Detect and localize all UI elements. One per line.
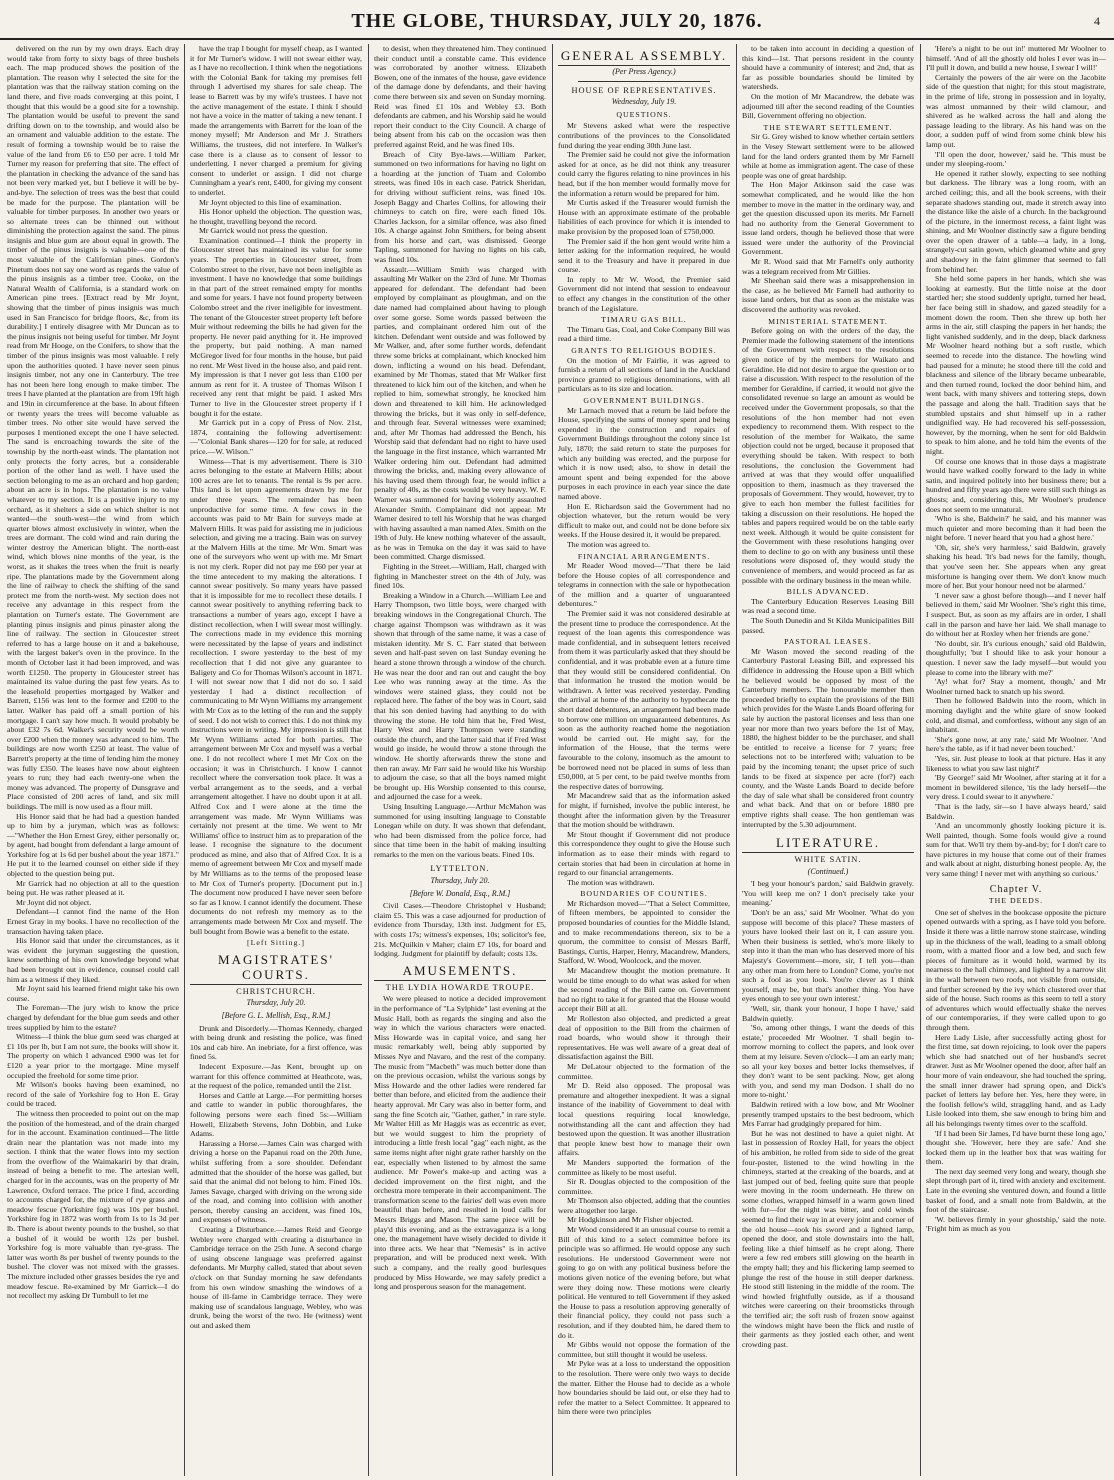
- article-paragraph: Mr Joynt said his learned friend might take his own course.: [7, 984, 179, 1003]
- court-case: Fighting in the Street.—William, Hall, charged with fighting in Manchester street on the 4th of July, was fined 10s.: [374, 562, 546, 591]
- continued-note: (Continued.): [807, 866, 849, 876]
- story-paragraph: 'Yes, sir. Just please to look at that picture. Has it any likeness to what you saw last night?': [926, 753, 1106, 773]
- column-1: [4, 44, 182, 1476]
- story-paragraph: 'That is the lady, sir—so I have always heard,' said Baldwin.: [926, 801, 1106, 821]
- assembly-paragraph: Mr Wood considered it an unusual course to remit a Bill of this kind to a select committee before its principle was so affirmed. He would oppose any such resolutions. He understood Government were not going to go on with any political business before the motions given notice of the evening before, but what were they doing now. These motions were clearly political. He ventured to tell Government if they asked the House to pass a resolution approving generally of their financial policy, they could not pass such a resolution, and if they doubted him, he dared them to do it.: [558, 1225, 730, 1340]
- assembly-paragraph: Mr D. Reid also opposed. The proposal was premature and altogether inexpedient. It was a signal instance of the inability of Government to deal with local questions requiring local knowledge, notwithstanding all the cant and affection they had bestowed upon the question. It was another illustration that people knew best how to manage their own affairs.: [558, 1081, 730, 1158]
- assembly-paragraph: The Timaru Gas, Coal, and Coke Company Bill was read a third time.: [558, 324, 730, 344]
- amusements-subheading: THE LYDIA HOWARDE TROUPE.: [385, 982, 535, 992]
- page-number: 4: [1094, 14, 1100, 28]
- divider: [578, 81, 710, 82]
- section-heading-literature: LITERATURE.: [742, 835, 914, 853]
- section-heading-magistrates: MAGISTRATES' COURTS.: [190, 952, 362, 985]
- story-paragraph: 'I never saw a ghost before though—and I never half believed in them,' said Mr Woolner. 'She's right this time, I suspect. But, as soon as my affairs are in order, I shall call in the parson and have her laid. We shall manage to do without her at Roxley when her friends are gone.': [926, 590, 1106, 639]
- story-paragraph: She held some papers in her hands, which she was looking at earnestly. But the little noise at the door startled her; she stood suddenly upright, turned her head, her face being still in shadow, and gazed steadily for a moment down the room. Then she threw up both her arms in the air, still clasping the papers in her hands; the light vanished suddenly, and in the deep, black darkness Mr Woolner heard nothing but a soft rustle, which seemed to recede into the distance. The howling wind had paused for a minute; he stood there till the cold and blackness and silence of the library became unbearable, and then turned round, locked the door behind him, and went back, with many shivers and tottering steps, down the passage and along the hall. Tradition says that he stumbled upstairs and shut himself up in a rather undignified way. He had recovered his self-possession, however, by the morning, when he sent for old Baldwin to speak to him alone, and he told him the events of the night.: [926, 274, 1106, 456]
- assembly-paragraph: Mr Thomson also objected, adding that the counties were altogether too large.: [558, 1196, 730, 1215]
- assembly-paragraph: The South Dunedin and St Kilda Municipalities Bill passed.: [742, 616, 914, 635]
- story-paragraph: Of course one knows that in those days a magistrate would have walked coolly forward to the lady in white satin, and inquired politely into her business there; but a hundred and fifty years ago there were still such things as ghosts; and, considering this, Mr Woolner's prudence does not seem to me unnatural.: [926, 456, 1106, 514]
- article-paragraph: Mr Joynt objected to this line of examination.: [199, 197, 342, 207]
- article-paragraph: The Foreman—The jury wish to know the price charged by defendant for the blue gum seeds and other trees supplied by him to the estate?: [7, 1003, 179, 1032]
- court-case: Horses and Cattle at Large.—For permitting horses and cattle to wander in public thoroughfares, the following persons were each fined 5s:—William Howell, Elizabeth Stevens, John Dobbin, and Luke Adams.: [190, 1090, 362, 1139]
- assembly-paragraph: Mr Macandrew thought the motion premature. It would be time enough to do what was asked for when the second reading of the Bill came on. Government had no right to take it for granted that the House would accept their Bill at all.: [558, 966, 730, 1014]
- story-paragraph: Baldwin retired with a low bow, and Mr Woolner presently tramped upstairs to the best bedroom, which Mrs Farrar had grudgingly prepared for him.: [742, 1099, 914, 1129]
- court-case: Creating a Disturbance.—James Reid and George Webley were charged with creating a disturbance in Cambridge terrace on the 25th June. A second charge of using obscene language was preferred against defendants. Mr Murphy called, stated that about seven o'clock on that Sunday morning he saw defendants from his own window smashing the windows of a house of ill-fame in Cambridge terrace. They were making use of scandalous language, Webley, who was drunk, being the worst of the two. He (witness) went out and asked them: [190, 1225, 362, 1330]
- column-5: [739, 44, 917, 1476]
- assembly-paragraph: Mr Hodgkinson and Mr Fisher objected.: [567, 1215, 694, 1225]
- article-paragraph: Witness—I think the blue gum seed was charged at £1 10s per lb, but I am not sure, the books will show it. The property on which I advanced £900 was let for £120 a year prior to the mortgage. Mine myself occupied the freehold for some time prior.: [7, 1032, 179, 1080]
- chapter-subtitle: THE DEEDS.: [988, 896, 1044, 906]
- story-paragraph: 'Well, sir, thank your honour, I hope I have,' said Baldwin quietly.: [742, 1004, 914, 1023]
- article-paragraph: Defendant—I cannot find the name of the Hon Ernest Gray in my books. I have no recollection of the transaction having taken place.: [7, 907, 179, 936]
- article-paragraph: Mr Garrick would not press the question.: [199, 226, 328, 236]
- assembly-paragraph: to be taken into account in deciding a question of this kind—1st. That persons resident in the county should have a community of interest; and 2nd, that as far as possible boundaries should be limited by watersheds.: [742, 44, 914, 92]
- story-paragraph: He opened it rather slowly, expecting to see nothing but darkness. The library was a long room, with an arched ceiling; this, and all the book screens, with their separate shadows standing out, made it stretch away into the distance like the aisle of a church. In the background of the picture, in the innermost recess, a faint light was shining, and Mr Woolner distinctly saw a figure bending over the open drawer of a table—a lady, in a long, strangely-cut satin gown, which gleamed white and grey and shadowy in the faint glimmer that seemed to fall from behind her.: [926, 168, 1106, 274]
- bench-line: [Before W. Donald, Esq., R.M.]: [409, 888, 511, 898]
- article-paragraph: His Honor upheld the objection. The question was, he thought, travelling beyond the record.: [190, 207, 362, 226]
- masthead: [0, 0, 1114, 40]
- column-divider: [368, 44, 369, 1476]
- newspaper-title: THE GLOBE, THURSDAY, JULY 20, 1876.: [351, 10, 763, 32]
- story-paragraph: 'Don't be an ass,' said Mr Woolner. 'What do you suppose will become of this place? These masters of yours have looked their last on it, I can assure you. When their business is settled, who's more likely to step into it than the man who has deserved more of his Majesty's Government—more, sir, I tell you—than any other man from here to London? Come, you're not such a fool as you look. You're clever as I think yourself, may be, but that's another thing. You have eyes enough to see your own interest.': [742, 908, 914, 1004]
- subsection-heading: BOUNDARIES OF COUNTIES.: [580, 889, 708, 899]
- assembly-paragraph: The Premier said it was not considered desirable at the present time to produce the correspondence. At the request of the loan agents this correspondence was made confidential, and in subsequent letters received from them it was particularly asked that they should be confidential, and it was probable even at a future time that they would still be considered confidential. On that information he trusted the motion would be withdrawn. A letter was received yesterday. Pending the arrival at home of the authority to hypothecate the short dated debentures, an arrangement had been made to borrow one million on unguaranteed debentures. As soon as the authority reached home the negotiation would be carried out. He might say, for the information of the House, that the terms were favourable to the colony, insomuch as the amount to be borrowed need not be placed in sums of less than £50,000, at 5 per cent, to be paid twelve months from the respective dates of borrowing.: [558, 609, 730, 791]
- questions-heading: QUESTIONS.: [616, 109, 672, 119]
- story-paragraph: 'She's gone now, at any rate,' said Mr Woolner. 'And here's the table, as if it had never been touched.': [926, 734, 1106, 754]
- story-paragraph: The next day seemed very long and weary, though she slept through part of it, tired with anxiety and excitement. Late in the evening she ventured down, and found a little basket of food, and a small note from Baldwin, at the foot of the staircase.: [926, 1166, 1106, 1215]
- subsection-heading: BILLS ADVANCED.: [786, 587, 870, 597]
- assembly-paragraph: Mr Pyke was at a loss to understand the opposition to the resolution. There were only two ways to decide the matter. Either the House had to decide as a whole how boundaries should be laid out, or else they had to refer the matter to a Select Committee. It appeared to him there were two principles: [558, 1359, 730, 1417]
- story-paragraph: 'Here's a night to be out in!' muttered Mr Woolner to himself. 'And of all the ghostly old holes I ever was in—I'll pull it down, and build a new house, I swear I will!': [926, 44, 1106, 73]
- column-2: [187, 44, 365, 1476]
- article-paragraph: Mr Garrick had no objection at all to the question being put. He was rather pleased at it.: [7, 878, 179, 898]
- section-heading-amusements: AMUSEMENTS.: [374, 963, 546, 981]
- assembly-paragraph: On the motion of Mr Macandrew, the debate was adjourned till after the second reading of the Counties Bill, Government offering no objection.: [742, 91, 914, 121]
- assembly-paragraph: Before going on with the orders of the day, the Premier made the following statement of the intentions of the Government with respect to the resolutions given notice of by the members for Waikato and Geraldine. He did not desire to argue the question or to raise a discussion. With respect to the resolution of the member for Geraldine, if carried, it would not give the consolidated revenue so large an amount as would be received under the Government proposals, so that the resolutions of the hon member had not even expediency to recommend them. With respect to the resolution of the member for Waikato, the same objection could not be urged, because it proposed that everything should be taken. With respect to both resolutions, the conclusion the Government had arrived at was that they would offer unqualified opposition to them, inasmuch as they traversed the proposals of Government. They would, however, try to give to each hon member the fullest facilities for taking a discussion on their resolutions. He hoped the tables and papers required would be on the table early next week. Although it would be quite consistent for the Government with these resolutions hanging over them to decline to go on with any business until these resolutions were disposed of, they would study the convenience of members, and would proceed as far as possible with the ordinary business in the mean while.: [742, 326, 914, 585]
- assembly-paragraph: Mr Sheehan said there was a misapprehension in the case, as he believed Mr Farnell had authority to issue land orders, but that as soon as the mistake was discovered the authority was revoked.: [742, 276, 914, 315]
- story-paragraph: But he was not destined to have a quiet night. At last in possession of Roxley Hall, for years the object of his ambition, he rolled from side to side of the great four-poster, listened to the wind howling in the chimneys, started at the creaking of the boards, and at last jumped out of bed, feeling quite sure that people were moving in the room underneath. He threw on some clothes, wrapped himself in a warm gown lined with fur—for the night was bitter, and cold winds seemed to find their way in at every joint and corner of the old house—took his sword and a lighted lamp, opened the door, and stole downstairs into the hall, feeling like a thief himself as he crept along. There were a few red embers still glowing on the hearth in the empty hall; they and his flickering lamp seemed to plunge the rest of the house in still deeper darkness. He stood still listening in the middle of the room. The wind howled frightfully outside, as if a thousand witches were careering on their broomsticks through the terrified air; the soft rush of frozen snow against the windows might have been the flick and rustle of their garments as they jostled each other, and went crowding past.: [742, 1128, 914, 1349]
- story-paragraph: 'By George!' said Mr Woolner, after staring at it for a moment in bewildered silence, 'tis the lady herself—the very dress. I could swear to it anywhere.': [926, 773, 1106, 802]
- assembly-paragraph: The Premier said if the hon gent would write him a letter asking for the information required, he would send it to the Treasury and have it prepared in due course.: [558, 236, 730, 275]
- story-paragraph: 'If I had been Sir James, I'd have burnt these long ago,' thought she. 'However, here they are safe.' And she locked them up in the leather box that was waiting for them.: [926, 1128, 1106, 1167]
- date-line: Wednesday, July 19.: [611, 97, 677, 107]
- assembly-paragraph: Mr Manders supported the formation of the committee as likely to be most useful.: [558, 1157, 730, 1177]
- story-paragraph: Here Lady Lisle, after successfully acting ghost for the first time, sat down rejoicing, to look over the papers which she had snatched out of her husband's secret drawer. Just as Mr Woolner opened the door, after half an hour more of vain endeavour, she had touched the spring, the small inner drawer had sprung open, and Dick's packet of letters lay before her. Yes, here they were, in the foolish fellow's wild, straggling hand, and as Lady Lisle looked into them, she saw enough to bring him and all his belongings twenty times over to the scaffold.: [926, 1032, 1106, 1128]
- column-divider: [184, 44, 185, 1476]
- column-4: [555, 44, 733, 1476]
- assembly-paragraph: Mr Curtis asked if the Treasurer would furnish the House with an approximate estimate of the probable liabilities of each province for which it is intended to make provision by the proposed loan of £750,000.: [558, 198, 730, 236]
- story-paragraph: 'So, among other things, I want the deeds of this estate,' proceeded Mr Woolner. 'I shall begin to-morrow morning to collect the papers, and look over them at my leisure. Seven o'clock—I am an early man; so all your key boxes and better locks themselves, if they don't want to be sent packing. Now, get along with you, and send my man Dodson. I shall do no more to-night.': [742, 1023, 914, 1100]
- story-paragraph: 'Who is she, Baldwin?' he said, and his manner was much quieter and more becoming than it had been the night before. 'I never heard that you had a ghost here.': [926, 514, 1106, 543]
- assembly-paragraph: The motion was agreed to.: [567, 539, 650, 549]
- assembly-paragraph: The Canterbury Education Reserves Leasing Bill was read a second time.: [742, 596, 914, 616]
- story-paragraph: 'I'll open the door, however,' said he. 'This must be under my sleeping-room.': [926, 149, 1106, 169]
- subsection-heading: FINANCIAL ARRANGEMENTS.: [577, 551, 711, 561]
- left-sitting-note: [Left Sitting.]: [247, 938, 305, 948]
- court-case: Breaking a Window in a Church.—William Lee and Harry Thompson, two little boys, were charged with breaking windows in the Congregational Church. The charge against Thompson was withdrawn as it was shown that through of the same name, it was a case of mistaken identity. Mr S. C. Farr stated that between seven and half-past seven on last Sunday evening he heard a stone thrown through a window of the church. He was near the door and ran out and caught the boy Lee who was running away at the time. As the windows were stained glass, they could not be replaced here. The father of the boy was in Court, said that his son denied having had anything to do with throwing the stone. He told him that he, Fred West, Harry West and Harry Thompson were standing outside the church, and the latter said that if Fred West would go inside, he would throw a stone through the window. He shortly afterwards threw the stone and then ran away. Mr Farr said he would like his Worship to adjourn the case, so that all the boys named might be brought up. His Worship consented to this course, and adjourned the case for a week.: [374, 590, 546, 802]
- subsection-heading: MINISTERIAL STATEMENT.: [768, 316, 888, 326]
- assembly-paragraph: Mr Gibbs would not oppose the formation of the committee, but still thought it would be useless.: [558, 1340, 730, 1359]
- court-case: Indecent Exposure.—Jas Kent, brought up on warrant for this offence committed at Heathcote, was, at the request of the police, remanded until the 21st.: [190, 1061, 362, 1091]
- assembly-paragraph: The Hon Major Atkinson said the case was somewhat complicated, and he would like the hon member to move in the matter in the ordinary way, and get the question discussed upon its merits. Mr Farnell had no authority from the General Government to issue land orders, though he believed those that were issued were under the authority of the Provincial Government.: [742, 180, 914, 257]
- story-paragraph: 'W. believes firmly in your ghostship,' said the note. 'Fright him as much as you: [926, 1214, 1106, 1234]
- assembly-paragraph: Mr Stout thought if Government did not produce this correspondence they ought to give the House such information as to ease their minds with regard to certain stories that had been in circulation at home in regard to our financial arrangements.: [558, 829, 730, 878]
- assembly-paragraph: Sir R. Douglas objected to the composition of the committee.: [558, 1177, 730, 1196]
- assembly-paragraph: Mr Richardson moved—"That a Select Committee, of fifteen members, be appointed to consider the proposed boundaries of counties for the Middle Island, and to make recommendations thereon, six to be a quorum, the committee to consist of Messrs Barff, Bastings, Curtis, Harper, Henry, Macandrew, Manders, Stafford, W. Wood, Woolcock, and the mover.: [558, 898, 730, 966]
- column-3: [371, 44, 549, 1476]
- story-paragraph: 'No doubt, sir. It's curious enough,' said old Baldwin, thoughtfully; 'but I should like to ask your honour a question. I never saw the lady myself—but would you please to come into the library with me?': [926, 638, 1106, 677]
- article-paragraph: Mr Garrick put in a copy of Press of Nov. 21st, 1874, containing the following advertisement:—"Colonial Bank shares—120 for for sale, at reduced price.—W. Wilson.": [190, 418, 362, 456]
- house-heading: HOUSE OF REPRESENTATIVES.: [571, 85, 717, 95]
- column-6: [923, 44, 1109, 1476]
- article-paragraph: have the trap I bought for myself cheap, as I wanted it for Mr Turner's widow. I will not swear either way, as I have no recollection. I think when the negotiations with the Colonial Bank for taking my premises fell through I advertised my shares for sale cheap. The lease to Barrett was by my wife's trustees. I have not the active management of the estate. I think I should not have a voice in the matter of taking a new tenant. I made the arrangements with Barrett for the loan of the money myself; Mr Anderson and Mr J. Strathers Williams, the trustees, did not interfere. In Walker's case there is a clause as to consent of lessor to underletting. I never charged a premium for giving consent to underlet or assign. I did not charge Cunningham a year's rent, £400, for giving my consent to underlet.: [190, 44, 362, 197]
- story-paragraph: Certainly the powers of the air were on the Jacobite side of the question that night; for this stout magistrate, in the prime of life, strong in possession and in loyalty, was almost unmanned by their wild clamour, and shivered as he walked across the hall and along the passage leading to the library. As his hand was on the door, a sudden puff of wind from some chink blew his lamp out.: [926, 72, 1106, 149]
- subsection-heading: GOVERNMENT BUILDINGS.: [583, 396, 705, 405]
- story-title: WHITE SATIN.: [794, 855, 862, 865]
- story-paragraph: Then he followed Baldwin into the room, which in morning daylight and the white glare of snow looked cold, and dismal, and comfortless, without any sign of an inhabitant.: [926, 696, 1106, 735]
- article-paragraph: His Honor said that under the circumstances, as it was evident the juryman suggesting the question, knew something of his own knowledge beyond what had been brought out in evidence, counsel could call him as a witness if they liked.: [7, 936, 179, 984]
- assembly-paragraph: Mr Rolleston also objected, and predicted a great deal of opposition to the Bill from the chairmen of road boards, who would show it through their representatives. He was well aware of a great deal of dissatisfaction against the Bill.: [558, 1014, 730, 1062]
- subsection-heading: PASTORAL LEASES.: [784, 637, 872, 647]
- article-paragraph: Mr Joynt did not object.: [16, 897, 92, 907]
- place-heading-lyttelton: LYTTELTON.: [430, 864, 490, 874]
- story-paragraph: 'I beg your honour's pardon,' said Baldwin gravely. 'You will keep me on? I don't precisely take your meaning.': [742, 879, 914, 908]
- article-paragraph: delivered on the run by my own drays. Each dray would take from forty to sixty bags of three bushels each. The map produced shows the position of the plantation. The reason why I selected the site for the plantation was that the railway station coming on the land there, and five roads converging at this point, I thought that this would be a good site for a township. The plantation would be useful to prevent the sand drifting down on to the township, and would also be an ornament and valuable addition to the estate. The result of forming a township would be to raise the value of the land from £6 to £50 per acre. I told Mr Turner my reason for preferring that site. The effect of the plantation in checking the advance of the sand has not been very marked yet, but I believe it will be by-and-bye. The selection of trees was the best that could be made for the purpose. The plantation will be valuable for timber purposes. In another two years or so alternate trees can be thinned out without diminishing the protection against the sand. The pinus insignis and blue gum are about equal in growth. The timber of the pinus insignis is valuable—one of the most valuable of the Californian pines. Gordon's Pinetum does not say one word as regards the value of the pinus insignis as a timber tree. Cooke, on the Natural Wealth of California, is a standard work on American pine trees. [Extract read by Mr Joynt, showing that the timber of pinus insignis was much used in San Francisco for bridge floors, &c, from its durability.] I entirely disagree with Mr Duncan as to the pinus insignis not being useful for timber. Mr Joynt read from Mr Hooge, on the Conifers, to show that the timber of the pinus insignis was most valuable. I rely upon the authorities quoted. I have never seen pinus insignis timber, not any one in Canterbury. The tree has not been here long enough to make timber. The trees I have planted at the plantation are from 19ft high and 19in in circumference at the base. In about fifteen or twenty years the trees will become valuable as timber trees. No other site would have served the purposes I mentioned except the one I have selected. The sand is encroaching towards the site of the township by the north-east winds. The plantation not only protects the forty acres, but a considerable portion of the other land as well. I have used the section belonging to me as an orchard and hop garden; about an acre is in hops. The plantation is no value whatever to my section. It is a positive injury to my orchard, as it shelters a side on which shelter is not wanted—the south-west—the wind from which quarter blows almost exclusively in winter, when the trees are dormant. The cold wind and rain during the winter destroy the American blight. The north-east wind, which blows nine months of the year, is the worst, as it shakes the trees when the fruit is nearly ripe. The plantations made by the Government along the line of railway to check the shifting of the sand protect me from the north-west. My section does not receive any advantage in this respect from the plantation on Turner's estate. The Government are planting pinus insignis and pinus pinaster along the line of railway. The section in Gloucester street referred to has a large house on it and a bakehouse, with the largest baker's oven in the province. In the month of October last it had been improved, and was worth £1250. The property in Gloucester street has maintained its value during the past few years. As to the leasehold properties mortgaged by Walker and Barrett, £156 was lent to the former and £200 to the latter. Walker has paid off a small portion of his mortgage. I can't say how much. It would probably be about £32 7s 6d. Walker's security would be worth over £200 when the money was advanced to him. The buildings are now worth £250 at least. The value of Barrett's property at the time of lending him the money was fully £350. The leases have now about eighteen years to run; they had each twenty-one when the money was advanced. The property of Dunsgrave and Place consisted of 200 acres of land, and six mill buildings. The mill is now used as a flour mill.: [7, 44, 179, 811]
- article-paragraph: Mr Wilson's books having been examined, no record of the sale of Yorkshire fog to Hon E. Gray could be traced.: [7, 1080, 179, 1109]
- court-case: Drunk and Disorderly.—Thomas Kennedy, charged with being drunk and resisting the police, was fined 10s and cab hire. An inebriate, for a first offence, was fined 5s.: [190, 1023, 362, 1062]
- section-heading-general-assembly: GENERAL ASSEMBLY.: [558, 48, 730, 66]
- court-case: to desist, when they threatened him. They continued their conduct until a constable came. This evidence was corroborated by another witness. Elizabeth Bowen, one of the inmates of the house, gave evidence of the damage done by defendants, and their having come there between six and seven on Sunday morning. Reid was fined £1 10s and Webley £3. Both defendants are cabmen, and his Worship said he would report their conduct to the City Council. A charge of being absent from his cab on the occasion was then preferred against Reid, and he was fined 10s.: [374, 44, 546, 149]
- assembly-paragraph: The motion was withdrawn.: [567, 877, 655, 887]
- assembly-paragraph: Mr Wason moved the second reading of the Canterbury Pastoral Leasing Bill, and expressed his diffidence in addressing the House upon a Bill which he believed would be opposed by most of the Canterbury members. The honourable member then proceeded briefly to explain the provisions of the Bill which provides for the Waste Lands Board offering for sale by auction the pastoral licenses and less than one year nor more than two years before the 1st of May, 1880, the highest bidder to be the purchaser, and shall be entitled to receive a license for 7 years; free selections not to be interfered with; valuation to be paid by the incoming tenant; the upset price of such lands to be fixed at sixpence per acre (for?) each county, and the Waste Lands Board to decide before the day of sale what shall be considered front country and what back. And that on or before 1880 pre emptive rights shall cease. The hon gentleman was interrupted by the 5.30 adjournment.: [742, 646, 914, 829]
- place-heading: CHRISTCHURCH.: [236, 986, 316, 996]
- chapter-heading: Chapter V.: [989, 883, 1043, 895]
- assembly-paragraph: Mr R. Wood said that Mr Farnell's only authority was a telegram received from Mr Gillies.: [742, 257, 914, 276]
- story-paragraph: 'Ay! what for? Stay a moment, though,' and Mr Woolner turned back to snatch up his sword.: [926, 677, 1106, 696]
- date-line: Thursday, July 20.: [430, 876, 490, 886]
- court-case: Breach of City Bye-laws.—William Parker, summoned on two informations for having no light on a hoarding at the junction of Tuam and Colombo streets, was fined 10s in each case. Patrick Sheridan, for driving without sufficient reins, was fined 10s. Joseph Baggy and Charles Collins, for allowing their chimneys to catch on fire, were each fined 10s. Charles Jackson, for a similar offence, was also fined 10s. A charge against John Smithers, for being absent from his horse and cart, was dismissed. George Tapling, summoned for having no lights on his cab, was fined 10s.: [374, 149, 546, 265]
- article-paragraph: Witness—That is my advertisement. There is 310 acres belonging to the estate at Malvern Hills; about 100 acres are let to tenants. The rental is 9s per acre. This land is let upon agreements drawn by me for under three years. The remainder has been unproductive for some time. A few cows in the accounts was paid to Mr Bain for surveys made at Malvern Hills. It was paid for assisting me in judicious selection, and giving me a tracing. Bain was on survey at the Malvern Hills at the time. Mr Wm. Smart was one of the surveyors who went up with me. Mr Smart is not my clerk. Roper did not pay me £60 per year at the time antecedent to my making the alterations. I cannot swear positively. So many years have passed that it is impossible for me to recollect these details. I cannot swear positively to anything referring back to transactions a number of years ago, except I have a distinct recollection, when I will swear most willingly. The corrections made in my evidence this morning were necessitated by the lapse of years and indistinct recollection. I swore yesterday to the best of my recollection that I did not give any guarantee to Baligety and Co for Thomas Wilson's account in 1871. I will not swear now that I did not do so. I said yesterday I had a distinct recollection of communicating to Mr Wynn Williams my arrangement with Mr Cox as to the letting of the run and the supply of seed. I do not wish to correct this. I do not think my instructions were in writing. My impression is still that Mr Wynn Williams acted for both parties. The arrangement between Mr Cox and myself was a verbal one. I do not recollect where I met Mr Cox on the occasion; it was in Christchurch. I know I cannot recollect where the conversation took place. It was a verbal arrangement as to the seeds, and a verbal arrangement altogether. I have no doubt upon it at all. Alfred Cox and I were alone at the time the arrangement was made. Mr Wynn Williams was certainly not present at the time. We went to Mr Williams' office to instruct him as to preparation of the lease. I recognise the signature to the document produced as mine, and also that of Alfred Cox. It is a memo of agreement between Mr Cox and myself made by Mr Williams as to the terms of the proposed lease to Mr Cox of Turner's property. [Document put in.] The document now produced I have never seen before so far as I know. I cannot identify the document. These documents do not refresh my memory as to the arrangements made between Mr Cox and myself. The bull bought from Bowie was a benefit to the estate.: [190, 456, 362, 936]
- assembly-paragraph: Mr Reader Wood moved—"That there be laid before the House copies of all correspondence and telegrams in connection with the sale or hypothecation of the million and a quarter of unguaranteed debentures.": [558, 561, 730, 609]
- article-paragraph: His Honor said that he had had a question handed up to him by a juryman, which was as follows:—"Whether the Hon Ernest Grey, either personally or, by agent, had bought from defendant a large amount of Yorkshire fog at 1s 6d per bushel about the year 1871." He put it to the learned counsel on either side if they objected to the question being put.: [7, 811, 179, 879]
- court-case: Harassing a Horse.—James Cain was charged with driving a horse on the Papanui road on the 20th June, whilst suffering from a sore shoulder. Defendant admitted that the shoulder of the horse was galled, but said that the animal did not belong to him. Fined 10s. James Savage, charged with driving on the wrong side of the road, and coming into collision with another person, thereby causing an accident, was fined 10s, and expenses of witness.: [190, 1138, 362, 1225]
- subsection-heading: TIMARU GAS BILL.: [601, 315, 687, 325]
- court-case: Civil Cases.—Theodore Christophel v Husband; claim £5. This was a case adjourned for production of evidence from Thursday, 13th inst. Judgment for £5, with costs 17s; witness's expenses, 10s; solicitor's fee, 21s. McQuilkin v Maher; claim £7 10s, for board and lodging. Judgment for plaintiff by default; costs 13s.: [374, 901, 546, 959]
- column-divider: [736, 44, 737, 1476]
- bench-line: [Before G. L. Mellish, Esq., R.M.]: [221, 1011, 331, 1020]
- subsection-heading: THE STEWART SETTLEMENT.: [763, 122, 893, 132]
- story-paragraph: 'Oh, sir, she's very harmless,' said Baldwin, gravely shaking his head. 'It's bad news for the family, though, that you've seen her. She appears when any great misfortune is hanging over them. We don't know much more of her. But your honour need not be alarmed.': [926, 542, 1106, 591]
- assembly-paragraph: Mr Stevens asked what were the respective contributions of the provinces to the Consolidated fund during the year ending 30th June last.: [558, 121, 730, 150]
- assembly-paragraph: On the motion of Mr Fairlie, it was agreed to furnish a return of all sections of land in the Auckland province granted to religious denominations, with all particulars as to its size and location.: [558, 355, 730, 394]
- agency-line: (Per Press Agency.): [612, 67, 676, 76]
- court-case: Assault.—William Smith was charged with assaulting Mr Walker on the 23rd of June. Mr Thomas appeared for defendant. The defendant had been employed by complainant as ploughman, and on the date named had complained about having to plough over some gorse. Some words passed between the parties, and complainant ordered him out of the kitchen. Defendant went outside and was followed by Mr Walker, and, after some further words, defendant threw some bricks at complainant, which knocked him down, inflicting a wound on his head. Defendant, examined by Mr Thomas, stated that Mr Walker first threatened to kick him out of the kitchen, and when he replied to him, somewhat strongly, he knocked him down and threatened to kill him. He acknowledged throwing the bricks, but it was only in self-defence, and through fear. Several witnesses were examined; and, after Mr Thomas had addressed the Bench, his Worship said that defendant had no right to have used the language in the first instance, which warranted Mr Walker ordering him out. Defendant had admitted throwing the bricks, and, making every allowance of his having used them through fear, he would inflict a penalty of 40s, as the costs would be very heavy. W. F. Warner was summoned for having violently assaulted Alexander Smith. Complainant did not appear. Mr Warner desired to tell his Worship that he was charged with having assaulted a man named Alex. Smith on the 19th of July. He knew nothing whatever of the assault, as he was in Temuka on the day it was said to have been committed. Charge dismissed.: [374, 264, 546, 562]
- column-divider: [920, 44, 921, 1476]
- court-case: Using Insulting Language.—Arthur McMahon was summoned for using insulting language to Constable Lonegan while on duty. It was shown that defendant, who had been dismissed from the police force, had since that time been in the habit of making insulting remarks to the men on the various beats. Fined 10s.: [374, 801, 546, 859]
- article-paragraph: Examination continued—I think the property in Gloucester street has maintained its value for some years. The properties in Gloucester street, from Colombo street to the river, have not been ineligible as investment. I have no knowledge that some buildings in that part of the street remained empty for months and some for years. I have not found property between Colombo street and the river ineligible for investment. The tenant of the Gloucester street property left before Muir without redeeming the bills he had given for the property. He never paid anything for it. He improved the property, but paid nothing. A man named McGregor lived for four months in the house, but paid no rent. Mr West lived in the house also, and paid rent. My impression is that I never got less than £100 per annum as rent for it. A trustee of Thomas Wilson I received any rent that might be paid. I asked Mrs Turner to live in the Gloucester street property if I bought it for the estate.: [190, 235, 362, 418]
- assembly-paragraph: The Premier said he could not give the information asked for at once, as he did not think any treasurer could carry the figures relating to nine provinces in his head, but if the hon member would formally move for the information a return would be prepared for him.: [558, 150, 730, 198]
- assembly-paragraph: In reply to Mr W. Wood, the Premier said Government did not intend that session to endeavour to effect any changes in the constitution of the other branch of the Legislature.: [558, 274, 730, 313]
- story-paragraph: 'And an uncommonly ghostly looking picture it is. Well painted, though. Some fools would give a round sum for that. We'll try them by-and-by; for I don't care to have pictures in my house that come out of their frames and walk about at night, disturbing honest people. Ay, the very same thing! I never met with anything so curious.': [926, 821, 1106, 879]
- assembly-paragraph: Mr Larnach moved that a return be laid before the House, specifying the sums of money spent and being expended in the construction and repairs of Government Buildings throughout the colony since 1st July, 1870; the said return to state the purposes for which any building was erected, and the purpose for which it is now used; also, to show in detail the amount spent and being expended for the above purposes in each province in each year since the date named above.: [558, 405, 730, 501]
- story-paragraph: One set of shelves in the bookcase opposite the picture opened outwards with a spring, as I have told you before. Inside it there was a little narrow stone staircase, winding up in the thickness of the wall, leading to a small oblong room, with a matted floor and a low bed, and such few pieces of furniture as it would hold, warmed by its nearness to the hall chimney, and lighted by a narrow slit in the wall between two roofs, not visible from outside, and further screened by the ivy which clustered over that side of the house. Such rooms as this seem to tell a story of adventures which would effectually shake the nerves of our contemporaries, if they were called upon to go through them.: [926, 907, 1106, 1032]
- subsection-heading: GRANTS TO RELIGIOUS BODIES.: [571, 346, 717, 356]
- assembly-paragraph: Mr Macandrew said that as the information asked for might, if furnished, involve the public interest, he thought after the information given by the Treasurer that the motion should be withdrawn.: [558, 791, 730, 830]
- column-divider: [552, 44, 553, 1476]
- assembly-paragraph: Hon E. Richardson said the Government had no objection whatever, but the return would be very difficult to make out, and could not be done before six weeks. If the House desired it, it would be prepared.: [558, 501, 730, 540]
- assembly-paragraph: Sir G. Grey wished to know whether certain settlers in the Vesey Stewart settlement were to be allowed land for the land orders granted them by Mr Farnell while at home as immigration agent. The case of these people was one of great hardship.: [742, 132, 914, 180]
- date-line: Thursday, July 20.: [246, 998, 306, 1008]
- article-paragraph: The witness then proceeded to point out on the map the position of the homestead, and of the drain charged for in the account. Examination continued—The little drain near the plantation was not made into my section. I think that the water flows into my section from the overflow of the Waimakariri by that drain, instead of being a benefit to me. The artesian well, charged for in the accounts, was on the property of Mr Lawrence, Oxford terrace. The price I find, according to accounts charged for, the mixture of rye grass and meadow fescue (Yorkshire fog) was 10s per bushel. Yorkshire fog in 1872 was worth from 1s to 1s 3d per lb. There is about twenty pounds to the bushel, so that a bushel of it would be worth 12s per bushel. Yorkshire fog is more valuable than rye-grass. The latter was worth 8s per bushel of twenty pounds to the bushel. The clover was not mixed with the grasses. The mixture included other grasses besides the rye and meadow fescue. Re-examined by Mr Garrick—I do not recollect my asking Dr Turnbull to let me: [7, 1108, 179, 1301]
- review-paragraph: We were pleased to notice a decided improvement in the performance of "La Sylphide" last evening at the Music Hall, both as regards the singing and also the way in which the various characters were enacted. Miss Howarde was in capital voice, and sang her music remarkably well, being ably supported by Misses Nye and Navaro, and the rest of the company. The music from "Macbeth" was much better done than on the previous occasion, whilst the various songs by Miss Howarde and the other ladies were rendered far better than before, and elicited from the audience their hearty approval. Mr Cary was also in better form, and sang the fine Scotch air, "Gather, gather," in rare style. Mr Walter Hill as Mr Haggis was as eccentric as ever, but we would suggest to him the propriety of introducing a little fresh local "gag" each night, as the same items night after night grate rather harshly on the ear, especially when listened to by almost the same audience. Mr Power's make-up and acting was a decided improvement on the first night, and the orchestra more temperate in their accompaniment. The transformation scene to the fairies' dell was even more beautiful than before, and resulted in loud calls for Messrs Briggs and Mason. The same piece will be play'd this evening, and as the extravaganza is a long one, the management have wisely decided to divide it into three acts. We hear that "Nemesis" is in active preparation, and will be produced next week. With such a company, and the really good burlesques produced by Miss Howarde, we may safely predict a long and prosperous season for the management.: [374, 994, 546, 1292]
- assembly-paragraph: Mr DeLatour objected to the formation of the committee.: [558, 1061, 730, 1081]
